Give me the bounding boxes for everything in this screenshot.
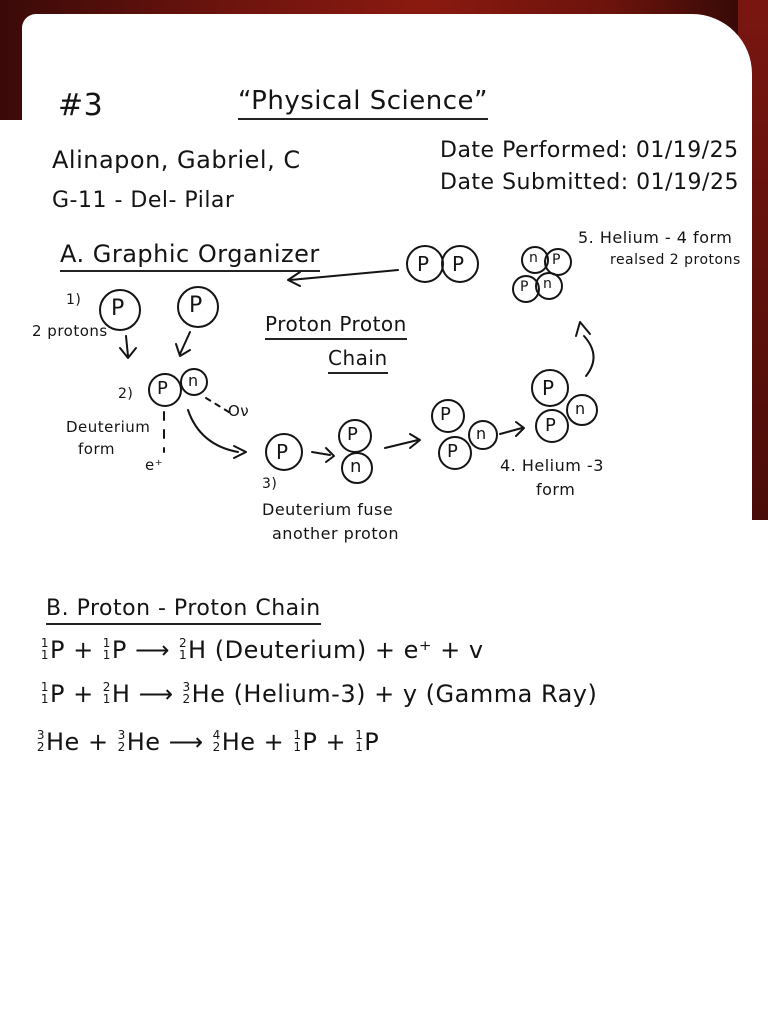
eq3-rest2: +: [325, 728, 347, 756]
eq3-a: He: [46, 728, 80, 756]
eq1-arrow: ⟶: [135, 636, 170, 664]
eq2-c: He: [191, 680, 226, 708]
particle-label-p: P: [417, 252, 430, 276]
particle-label-p: P: [276, 440, 289, 464]
step3-number: 3): [262, 476, 278, 492]
step1-number: 1): [66, 292, 82, 308]
mass-number: 2 1: [178, 636, 188, 662]
particle-label-n: n: [529, 250, 539, 266]
equation-3: [36, 728, 379, 756]
eq2-plus: +: [73, 680, 94, 708]
date-performed-value: 01/19/25: [635, 138, 739, 163]
mass-number: 3 2: [117, 728, 126, 754]
particle-label-n: n: [575, 399, 586, 418]
particle-label-n: n: [543, 276, 553, 292]
date-submitted-label: Date Submitted:: [440, 170, 629, 195]
mass-number: 1 1: [102, 636, 111, 662]
particle-label-p: P: [440, 404, 452, 425]
particle-label-p: P: [545, 415, 557, 436]
eq2-arrow: ⟶: [138, 680, 174, 708]
eq3-c: He: [221, 728, 256, 756]
step4-label-line2: form: [536, 480, 576, 499]
particle-label-p: P: [542, 376, 555, 400]
equation-1: [40, 636, 484, 664]
particle-label-p: P: [447, 441, 459, 462]
assignment-number: #3: [58, 88, 104, 123]
student-name: Alinapon, Gabriel, C: [52, 146, 301, 174]
mass-number: 2 1: [102, 680, 111, 706]
eq3-d: P: [302, 728, 318, 756]
mass-number: 1 1: [40, 680, 50, 706]
particle-label-n: n: [188, 371, 199, 390]
mass-number: 4 2: [212, 728, 221, 754]
mass-number: 1 1: [355, 728, 364, 754]
eq1-a: P: [50, 636, 65, 664]
eq1-c-name: (Deuterium): [214, 636, 367, 664]
step3-label-line1: Deuterium fuse: [262, 500, 394, 519]
positron-label: e⁺: [145, 456, 164, 474]
particle-label-p: P: [111, 296, 125, 321]
mass-number: 3 2: [182, 680, 191, 706]
page-title: “Physical Science”: [238, 86, 488, 120]
eq1-rest: + e⁺ + v: [374, 636, 484, 664]
particle-label-p: P: [347, 424, 359, 445]
particle-label-n: n: [476, 424, 487, 443]
eq3-e: P: [364, 728, 380, 756]
part-b-heading: B. Proton - Proton Chain: [46, 596, 321, 625]
eq1-b: P: [111, 636, 127, 664]
date-submitted: [440, 170, 739, 195]
center-title-line1: Proton Proton: [265, 312, 407, 340]
step1-label: 2 protons: [32, 322, 108, 340]
center-title-line2: Chain: [328, 346, 388, 374]
step5-label-line1: 5. Helium - 4 form: [578, 228, 733, 247]
eq2-b: H: [111, 680, 131, 708]
particle-label-p: P: [189, 293, 203, 318]
step2-label-line1: Deuterium: [66, 418, 151, 436]
particle-label-p: P: [552, 252, 561, 268]
particle-label-n: n: [350, 456, 362, 477]
neutrino-label: Oν: [228, 402, 250, 420]
mass-number: 1 1: [293, 728, 302, 754]
step4-label-line1: 4. Helium -3: [500, 456, 604, 475]
eq2-a: P: [50, 680, 65, 708]
step2-number: 2): [118, 386, 134, 402]
eq3-rest1: +: [263, 728, 285, 756]
student-section: G-11 - Del- Pilar: [52, 188, 235, 213]
eq1-c: H: [188, 636, 207, 664]
mass-number: 1 1: [40, 636, 50, 662]
eq3-b: He: [126, 728, 161, 756]
step2-label-line2: form: [78, 440, 115, 458]
particle-label-p: P: [452, 252, 465, 276]
eq1-plus: +: [73, 636, 94, 664]
eq3-plus: +: [87, 728, 109, 756]
mass-number: 3 2: [36, 728, 46, 754]
particle-label-p: P: [157, 378, 169, 399]
eq2-c-name: (Helium-3): [233, 680, 366, 708]
date-submitted-value: 01/19/25: [636, 170, 739, 195]
step3-label-line2: another proton: [272, 524, 400, 543]
eq3-arrow: ⟶: [168, 728, 204, 756]
part-a-heading: A. Graphic Organizer: [60, 240, 320, 272]
date-performed-label: Date Performed:: [440, 138, 629, 163]
particle-label-p: P: [520, 279, 529, 295]
step5-label-line2: realsed 2 protons: [610, 252, 741, 268]
eq2-rest: + y (Gamma Ray): [374, 680, 598, 708]
equation-2: [40, 680, 597, 708]
date-performed: [440, 138, 739, 163]
